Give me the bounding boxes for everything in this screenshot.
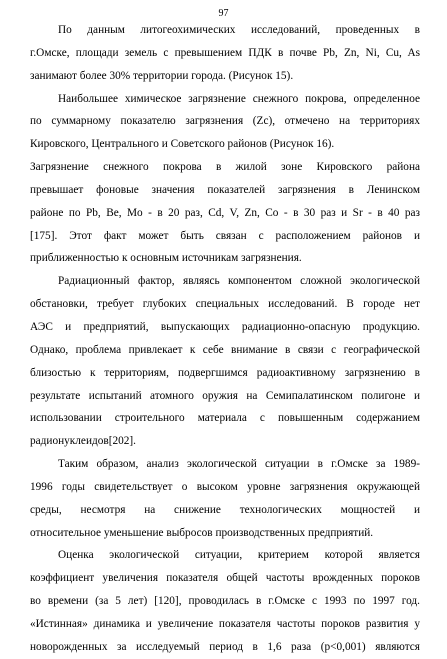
text-line: Загрязнение снежного покрова в жилой зоне Кировского района xyxy=(30,161,420,174)
text-line: Кировского, Центрального и Советского районов (Рисунок 16). xyxy=(30,138,335,151)
text-line: занимают более 30% территории города. (Рисунок 15). xyxy=(30,69,294,82)
text-line: [175]. Этот факт может быть связан с расположением районов и xyxy=(30,229,420,242)
document-body xyxy=(30,19,420,659)
text-line: по суммарному показателю загрязнения (Zc), отмечено на территориях xyxy=(30,115,420,128)
text-line: Радиационный фактор, являясь компонентом сложной экологической xyxy=(58,275,420,288)
text-line: АЭС и предприятий, выпускающих радиационно-опасную продукцию. xyxy=(30,320,420,333)
text-line: Оценка экологической ситуации, критерием которой является xyxy=(58,549,420,562)
text-line: коэффициент увеличения показателя общей частоты врожденных пороков xyxy=(30,572,420,585)
text-line: 1996 годы свидетельствует о высоком уровне загрязнения окружающей xyxy=(30,480,420,493)
text-line: новорожденных за исследуемый период в 1,6 раза (р<0,001) являются xyxy=(30,640,420,653)
text-line: среды, несмотря на снижение технологических мощностей и xyxy=(30,503,420,516)
text-line: Таким образом, анализ экологической ситуации в г.Омске за 1989- xyxy=(58,458,420,471)
text-line: обстановки, требует глубоких специальных исследований. В городе нет xyxy=(30,298,420,311)
text-line: во времени (за 5 лет) [120], проводилась в г.Омске с 1993 по 1997 год. xyxy=(30,595,420,608)
text-line: г.Омске, площади земель с превышением ПДК в почве Pb, Zn, Ni, Cu, As xyxy=(30,46,420,59)
text-line: районе по Pb, Be, Mo - в 20 раз, Cd, V, Zn, Co - в 30 раз и Sr - в 40 раз xyxy=(30,206,420,219)
text-line: близостью к территориям, подвергшимся радиоактивному загрязнению в xyxy=(30,366,420,379)
text-line: «Истинная» динамика и увеличение показателя частоты пороков развития у xyxy=(30,617,420,630)
text-line: использовании строительного материала с повышенным содержанием xyxy=(30,412,420,425)
text-line: превышает фоновые значения показателей загрязнения в Ленинском xyxy=(30,183,420,196)
text-line: Наибольшее химическое загрязнение снежного покрова, определенное xyxy=(58,92,420,105)
text-line: радионуклеидов[202]. xyxy=(30,435,137,448)
text-line: относительное уменьшение выбросов производственных предприятий. xyxy=(30,526,374,539)
text-line: По данным литогеохимических исследований, проведенных в xyxy=(58,24,420,36)
text-line: приближенностью к основным источникам загрязнения. xyxy=(30,252,302,265)
page-number: 97 xyxy=(218,8,229,19)
text-line: результате испытаний атомного оружия на Семипалатинском полигоне и xyxy=(30,389,420,402)
text-line: Однако, проблема привлекает к себе внимание в связи с географической xyxy=(30,343,420,356)
